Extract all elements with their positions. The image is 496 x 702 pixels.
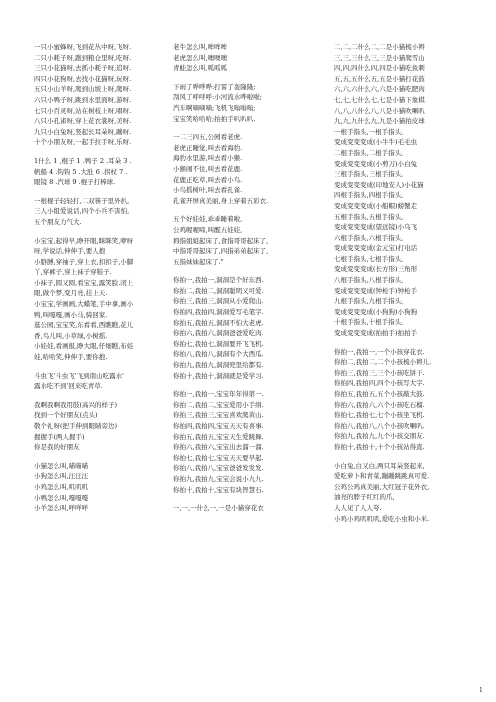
text-line: 二只小耗子呀,跑到粮仓里呀,吃呀. — [34, 53, 132, 62]
text-line: 1什么 1 ,棍子 1 .鸭子 2 .耳朵 3 . — [34, 156, 132, 165]
text-line: 汽车啊嘀嘀嘀;飞机飞嗡嗡嗡; — [173, 103, 256, 112]
text-line: 五只小山羊呀,爬到山坡上呀,爬呀. — [34, 85, 132, 94]
text-line: 五个朋友力气大. — [34, 217, 82, 226]
text-line: 变成变变变成(金元宝)打电话 — [334, 244, 418, 253]
text-line: 小羊怎么叫,咩咩咩 — [34, 504, 89, 513]
text-line: 变成变变变成(小牛牛)毛毛虫 — [334, 138, 418, 147]
text-line: 五个好娃娃,乖乖睡着啦, — [173, 215, 243, 224]
text-line: 你拍九,我拍九,宝宝会说小九九. — [173, 474, 264, 483]
text-line: 你拍七,我拍七,七个小孩坐飞机. — [334, 411, 425, 420]
text-line: 海豹水里游,叫去看小猴. — [173, 154, 243, 163]
text-line: 八,八,八什么八,八是小猫吹喇叭 — [334, 106, 425, 115]
text-line: 小娃娃,看画报,睁大眼,仔细瞧,布娃 — [34, 342, 134, 351]
stanza-gap — [34, 392, 160, 400]
stanza-gap — [173, 124, 303, 132]
text-line: 一根手指头,一根手指头, — [334, 127, 404, 136]
text-line: 你拍二,我拍二,洞洞聪明又可爱. — [173, 286, 264, 295]
text-line: 中指哥哥起床了,四指弟弟起床了, — [173, 247, 269, 256]
text-line: 一根棍子轻轻打,二双筷子里外扒, — [34, 196, 130, 205]
text-line: 娃,哈哈笑,伸伸手,要你抱. — [34, 353, 108, 362]
text-line: 香,鸟儿叫,小草绿,小树摇. — [34, 331, 108, 340]
text-line: 你拍二,我拍二,宝宝爱用小手绢. — [173, 400, 264, 409]
text-line: 你拍五,我拍五,五个小孩敲大鼓. — [334, 390, 425, 398]
text-line: 敬个礼呀(把手伸到眼睛旁边) — [34, 422, 118, 430]
text-line: 八只小孔雀呀,穿上花衣裳呀,美呀. — [34, 117, 132, 126]
text-line: 丫,穿裤子,穿上袜子穿鞋子. — [34, 268, 112, 277]
text-line: 小鸭怎么叫,嘎嘎嘎 — [34, 493, 89, 502]
stanza-gap — [173, 267, 303, 275]
text-line: 二根手指头,二根手指头, — [334, 148, 404, 157]
text-line: 你拍七,我拍七,洞洞要开飞飞机. — [173, 339, 264, 348]
text-column-left — [34, 42, 160, 514]
text-line: 你拍四,我拍四,宝宝天天有喜事. — [173, 422, 264, 430]
text-line: 你拍一,我拍一,一个小孩穿花衣. — [334, 347, 425, 356]
text-line: 拇指姐姐起床了,食指哥哥起床了, — [173, 236, 269, 245]
text-line: 你是我的好朋友 — [34, 443, 80, 452]
text-line: 三,三,三什么三,三是小猫爬雪山 — [334, 53, 425, 62]
text-line: 呀,学说话,伸伸手,要人抱 — [34, 247, 106, 256]
text-line: 鸭,叫嘎嘎,画小马,骑回家. — [34, 310, 108, 319]
text-line: 露水吃不到'回来吃青草. — [34, 382, 103, 391]
text-line: 油亮的脖子红红的爪, — [334, 493, 395, 502]
text-line: 公鸡喔喔啼,叫醒五娃娃, — [173, 225, 243, 234]
text-line: 握握手(两人握手) — [34, 432, 85, 441]
text-line: 变成变变变成(小剪刀)小白兔 — [334, 159, 418, 168]
text-line: 你拍七,我拍七,宝宝天天要早起. — [173, 453, 264, 462]
text-line: 小狗怎么叫,汪汪汪 — [34, 472, 89, 481]
text-line: 公鸡公鸡真美丽,大红冠子花外衣, — [334, 482, 430, 491]
text-line: 眼,做个梦,变月亮,挂上天. — [34, 289, 108, 298]
text-line: 爱吃萝卜和青菜,蹦蹦跳跳真可爱. — [334, 472, 430, 481]
text-line: 变成变变变成(印地安人)小花猫 — [334, 180, 424, 189]
text-line: 你拍八,我拍八,宝宝爸爸发发发. — [173, 464, 264, 473]
text-line: 斗虫飞'斗虫飞'飞到南山吃露水' — [34, 371, 124, 380]
text-line: 你拍四,我拍四,四个小孩写大字. — [334, 379, 425, 388]
text-line: 一二三四五,公园看老虎. — [173, 133, 243, 142]
text-line: 逛公园,宝宝笑,东看看,西瞧瞧,花儿 — [34, 321, 134, 330]
stanza-gap — [173, 381, 303, 389]
text-line: 你拍一,我拍一,宝宝年年得第一. — [173, 390, 264, 399]
text-line: 你拍十,我拍十,十个小孩站得直. — [334, 442, 425, 451]
text-line: 你拍五,我拍五,洞洞不怕大老虎. — [173, 318, 264, 327]
text-line: 你拍十,我拍十,宝宝有块智慧石. — [173, 485, 264, 494]
text-line: 一只小蜜蜂呀,飞到花丛中呀,飞呀. — [34, 43, 132, 51]
text-line: 三根手指头,三根手指头, — [334, 170, 404, 179]
text-line: 九只小白兔呀,竖起长耳朵呀,蹦呀. — [34, 127, 132, 136]
text-line: 二,二,二什么二,二是小猫梳小辫 — [334, 43, 425, 51]
text-line: 六,六,六什么六,六是小猫吃肥肉 — [334, 85, 425, 94]
text-line: 五根手指头,五根手指头, — [334, 212, 404, 221]
text-line: 八根手指头,八根手指头, — [334, 276, 404, 285]
text-line: 七只小百灵呀,站在树枝上呀,唱呀. — [34, 106, 132, 115]
text-line: 你拍六,我拍六,洞洞爸爸爱吃肉. — [173, 329, 264, 338]
text-line: 你拍三,我拍三,宝宝喜欢爬黄山. — [173, 411, 264, 420]
text-line: 十根手指头,十根手指头, — [334, 318, 404, 327]
text-line: 孔雀开屏真美丽,身上穿着五彩衣. — [173, 196, 269, 205]
stanza-gap — [334, 339, 462, 347]
text-line: 找到一个好朋友(点头) — [34, 411, 98, 420]
text-line: 老牛怎么叫,哞哞哞 — [173, 43, 228, 51]
text-line: 三人小组爱说话,四个小兵不害怕, — [34, 207, 130, 216]
text-line: 四只小花狗呀,去找小花猫呀,玩呀. — [34, 74, 132, 83]
text-line: 九,九,九什么九,九是小猫拍皮球 — [334, 117, 425, 126]
text-line: 小宝宝,起得早,睁开眼,眯眯笑,咿呀 — [34, 236, 134, 245]
text-line: 人人见了人人夸. — [334, 503, 382, 512]
text-line: 花鹿正吃草,叫去看小鸟. — [173, 175, 243, 184]
text-line: 你拍三,我拍三,洞洞从小爱爬山. — [173, 297, 264, 306]
stanza-gap — [34, 228, 160, 236]
stanza-gap — [173, 495, 303, 503]
text-line: 小猫怎么叫,喵喵喵 — [34, 461, 89, 470]
text-line: 老虎怎么叫,噢噢噢 — [173, 53, 228, 62]
text-line: 下雨了哗哗哗:打雷了轰隆隆; — [173, 82, 256, 91]
text-line: 你拍九,我拍九,洞洞兜里给都有. — [173, 361, 264, 370]
text-line: 变成变变变成(长方形)三角形 — [334, 265, 418, 274]
text-line: 七根手指头,七根手指头, — [334, 254, 404, 263]
stanza-gap — [34, 188, 160, 196]
text-line: 小鸡小鸡叽叽叽,爱吃小虫和小米. — [334, 514, 430, 523]
text-column-right — [334, 42, 462, 524]
text-line: 六根手指头,六根手指头, — [334, 233, 404, 242]
text-line: 小白兔,白又白,两只耳朵竖起来, — [334, 461, 425, 470]
text-line: 小鸟摇树叶,叫去看孔雀. — [173, 186, 243, 195]
text-line: 九根手指头,九根手指头, — [334, 297, 404, 306]
text-line: 你拍四,我拍四,洞洞爱写毛笔字. — [173, 308, 264, 317]
text-line: 五,五,五什么五,五是小猫打花鼓 — [334, 74, 425, 83]
text-line: 你拍十,我拍十,洞洞就是爱学习. — [173, 371, 264, 380]
text-line: 变成变变变成(钟枪手)钟枪手 — [334, 286, 418, 295]
stanza-gap — [34, 148, 160, 156]
text-line: 宝宝笑哈哈哈;拍拍手叭叭叭. — [173, 114, 256, 123]
page-number: 1 — [479, 687, 483, 694]
text-line: 你拍三,我拍三,三个小孩吃饼干. — [334, 368, 425, 377]
text-line: 我啊我啊我用肢(高兴的样子) — [34, 400, 118, 409]
text-line: 一,一,一什么一,一是小猫穿花衣 — [173, 504, 264, 513]
text-line: 你拍五,我拍五,宝宝天生爱跳舞. — [173, 432, 264, 441]
stanza-gap — [34, 453, 160, 461]
text-line: 三只小花猫呀,去抓小耗子呀,追呀. — [34, 64, 132, 73]
text-line: 五指妹妹起床了." — [173, 257, 224, 266]
text-line: 四,四,四什么四,四是小猫吃鱼刺 — [334, 64, 425, 73]
text-line: 变成变变变成(望远镜)小乌飞 — [334, 223, 418, 232]
text-line: 小猴闹不住,叫去看花鹿. — [173, 164, 243, 173]
text-line: 青蛙怎么叫,呱呱呱 — [173, 64, 228, 73]
text-line: 你拍六,我拍六,六个小孩吃石榴. — [334, 400, 425, 409]
text-line: 你拍八,我拍八,洞洞有个大西瓜. — [173, 350, 264, 359]
text-line: 你拍一,我拍一,洞洞是个好东西. — [173, 276, 264, 285]
text-line: 六只小鸭子呀,跳到水里面呀,游呀. — [34, 95, 132, 104]
text-line: 你拍二,我拍二,二个小孩梳小辫儿. — [334, 358, 432, 367]
text-line: 帆船 4 .钩钩 5 .大肚 6 .拐杖 7 . — [34, 167, 128, 176]
stanza-gap — [34, 363, 160, 371]
text-line: 变成变变变成(拍拍手)拍拍手 — [334, 329, 418, 338]
text-line: 四根手指头,四根手指头, — [334, 191, 404, 200]
text-line: 小胳膊,穿袖子,穿上衣,扣扣子,小脚 — [34, 257, 134, 266]
text-line: 十个小朋友呀,一起手拉手呀,乐呀. — [34, 138, 132, 147]
text-line: 眼镜 8 .汽球 9 .棍子打棒球. — [34, 178, 116, 187]
text-column-middle — [173, 42, 303, 514]
text-line: 你拍八,我拍八,八个小孩吹喇叭. — [334, 421, 425, 430]
stanza-gap — [173, 206, 303, 214]
text-line: 变成变变变成(小狗狗)小狗狗 — [334, 307, 418, 316]
stanza-gap — [173, 74, 303, 82]
text-line: 变成变变变成(小船帽)螃蟹走 — [334, 201, 418, 210]
stanza-gap — [334, 453, 462, 461]
text-line: 老虎正睡觉,叫去看海豹. — [173, 143, 243, 152]
text-line: 小鸡怎么叫,叽叽叽 — [34, 482, 89, 491]
text-line: 你拍六,我拍六,宝宝出去溜一溜. — [173, 443, 264, 452]
text-line: 刮风了呼呼呼:小河流水哗啦啦; — [173, 93, 262, 102]
text-line: 小宝宝,学画画,大蜡笔,手中拿,画小 — [34, 300, 134, 309]
text-line: 你拍九,我拍九,九个小孩交朋友. — [334, 432, 425, 441]
text-line: 七,七,七什么七,七是小猫下象棋 — [334, 95, 425, 104]
text-line: 小袜子,圆又圆,看宝宝,露笑脸.闭上 — [34, 278, 134, 287]
